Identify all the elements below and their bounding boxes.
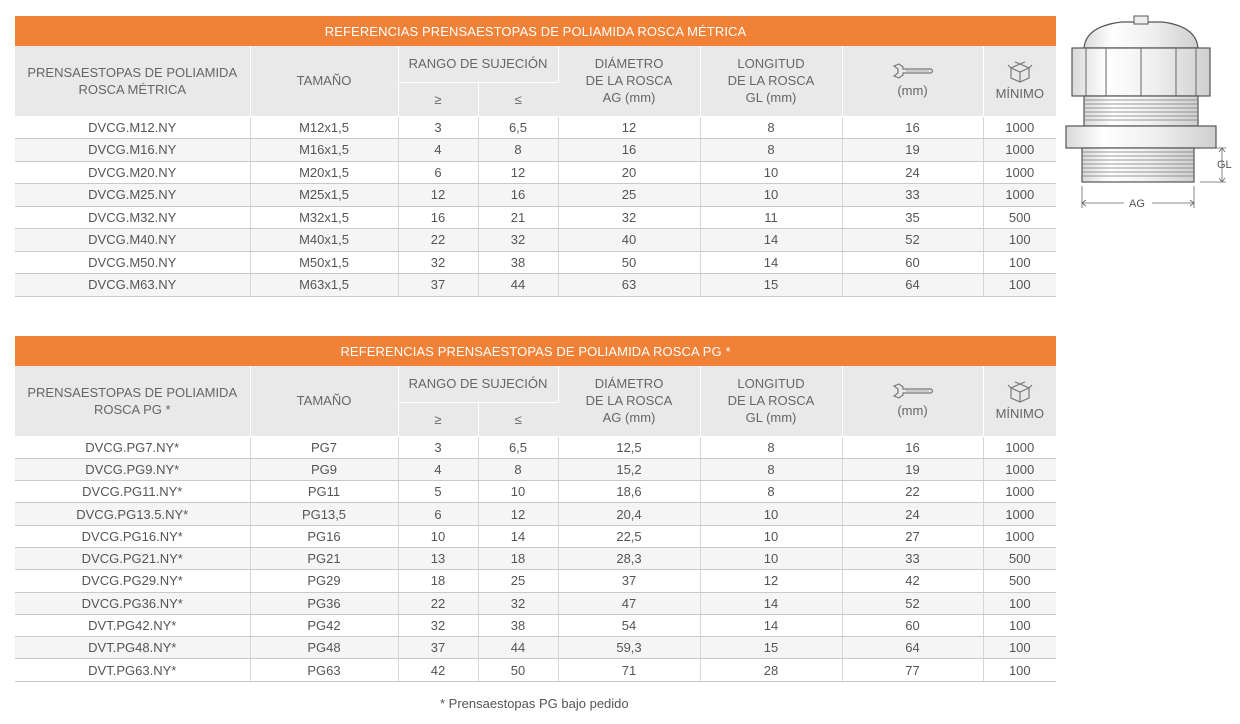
table-cell: 33 (842, 547, 983, 569)
table-cell: 24 (842, 503, 983, 525)
table-cell: 22,5 (558, 525, 700, 547)
table-cell: DVCG.PG29.NY* (15, 570, 250, 592)
table-cell: 15 (700, 637, 842, 659)
table-row (15, 614, 1056, 636)
table-cell: 10 (478, 481, 558, 503)
table-cell: 12 (700, 570, 842, 592)
table-cell: 8 (700, 436, 842, 458)
table-row (15, 161, 1056, 184)
table-cell: 37 (398, 274, 478, 297)
table-cell: 77 (842, 659, 983, 681)
table-cell: PG48 (250, 637, 398, 659)
header-clamp-min: ≥ (398, 82, 478, 116)
table-cell: M25x1,5 (250, 184, 398, 207)
table-cell: 25 (478, 570, 558, 592)
table-cell: 12 (478, 161, 558, 184)
table-cell: 8 (478, 139, 558, 162)
table-cell: 3 (398, 116, 478, 139)
header-wrench: (mm) (842, 46, 983, 116)
table-cell: 52 (842, 592, 983, 614)
table-cell: 59,3 (558, 637, 700, 659)
metric-table-title: REFERENCIAS PRENSAESTOPAS DE POLIAMIDA ROSCA MÉTRICA (15, 16, 1056, 46)
table-cell: 32 (478, 229, 558, 252)
table-cell: DVT.PG63.NY* (15, 659, 250, 681)
table-cell: 50 (558, 251, 700, 274)
table-cell: 10 (700, 161, 842, 184)
header-clamp-range: RANGO DE SUJECIÓN (398, 366, 558, 402)
table-cell: 18 (398, 570, 478, 592)
table-row (15, 592, 1056, 614)
table-cell: 6 (398, 161, 478, 184)
table-cell: 1000 (983, 139, 1056, 162)
header-product: PRENSAESTOPAS DE POLIAMIDA ROSCA MÉTRICA (15, 46, 250, 116)
table-cell: 22 (398, 229, 478, 252)
ag-label: AG (1129, 198, 1145, 210)
table-cell: 12 (478, 503, 558, 525)
wrench-icon (891, 382, 935, 400)
table-cell: 1000 (983, 184, 1056, 207)
table-cell: 52 (842, 229, 983, 252)
table-cell: 10 (700, 503, 842, 525)
table-cell: 35 (842, 206, 983, 229)
table-cell: 28 (700, 659, 842, 681)
table-cell: 4 (398, 458, 478, 480)
table-cell: 44 (478, 637, 558, 659)
table-cell: 10 (700, 184, 842, 207)
table-cell: 47 (558, 592, 700, 614)
cable-gland-diagram (1062, 10, 1240, 215)
table-cell: 1000 (983, 525, 1056, 547)
table-cell: PG21 (250, 547, 398, 569)
table-cell: DVCG.PG36.NY* (15, 592, 250, 614)
table-cell: 4 (398, 139, 478, 162)
table-row (15, 184, 1056, 207)
table-cell: 100 (983, 637, 1056, 659)
header-minimum: MÍNIMO (983, 46, 1056, 116)
table-cell: 64 (842, 274, 983, 297)
pg-table (15, 336, 1056, 682)
table-cell: 500 (983, 547, 1056, 569)
table-cell: 71 (558, 659, 700, 681)
table-cell: 19 (842, 458, 983, 480)
table-cell: 13 (398, 547, 478, 569)
table-row (15, 436, 1056, 458)
pg-table-title: REFERENCIAS PRENSAESTOPAS DE POLIAMIDA ROSCA PG * (15, 336, 1056, 366)
table-cell: 1000 (983, 436, 1056, 458)
table-cell: DVCG.PG16.NY* (15, 525, 250, 547)
table-cell: M40x1,5 (250, 229, 398, 252)
table-cell: 12,5 (558, 436, 700, 458)
table-cell: 100 (983, 274, 1056, 297)
table-cell: PG13,5 (250, 503, 398, 525)
table-row (15, 570, 1056, 592)
table-row (15, 659, 1056, 681)
table-cell: 32 (558, 206, 700, 229)
table-cell: DVT.PG42.NY* (15, 614, 250, 636)
table-cell: DVCG.M63.NY (15, 274, 250, 297)
table-cell: 32 (478, 592, 558, 614)
table-cell: M50x1,5 (250, 251, 398, 274)
table-cell: 100 (983, 614, 1056, 636)
header-clamp-max: ≤ (478, 402, 558, 436)
table-cell: DVCG.M50.NY (15, 251, 250, 274)
table-cell: 16 (478, 184, 558, 207)
table-cell: DVCG.PG11.NY* (15, 481, 250, 503)
table-cell: 42 (398, 659, 478, 681)
header-clamp-range: RANGO DE SUJECIÓN (398, 46, 558, 82)
table-row (15, 458, 1056, 480)
table-cell: 1000 (983, 481, 1056, 503)
table-cell: PG63 (250, 659, 398, 681)
table-cell: 8 (700, 458, 842, 480)
table-cell: DVCG.PG13.5.NY* (15, 503, 250, 525)
header-product: PRENSAESTOPAS DE POLIAMIDA ROSCA PG * (15, 366, 250, 436)
header-thread-diameter: DIÁMETRO DE LA ROSCA AG (mm) (558, 366, 700, 436)
table-cell: 44 (478, 274, 558, 297)
table-cell: 24 (842, 161, 983, 184)
table-cell: DVCG.M12.NY (15, 116, 250, 139)
gl-label: GL (1217, 159, 1232, 171)
table-cell: PG11 (250, 481, 398, 503)
table-cell: 18 (478, 547, 558, 569)
table-cell: 37 (558, 570, 700, 592)
table-cell: DVCG.M20.NY (15, 161, 250, 184)
metric-table (15, 16, 1056, 297)
table-cell: 19 (842, 139, 983, 162)
table-cell: 37 (398, 637, 478, 659)
metric-table-body (15, 116, 1056, 296)
table-cell: PG42 (250, 614, 398, 636)
table-cell: 16 (842, 436, 983, 458)
table-row (15, 206, 1056, 229)
table-cell: 100 (983, 251, 1056, 274)
table-cell: 60 (842, 614, 983, 636)
footnote: * Prensaestopas PG bajo pedido (440, 696, 629, 711)
table-cell: 22 (398, 592, 478, 614)
table-cell: DVCG.PG21.NY* (15, 547, 250, 569)
table-row (15, 251, 1056, 274)
table-cell: 12 (558, 116, 700, 139)
table-cell: M32x1,5 (250, 206, 398, 229)
table-cell: 20 (558, 161, 700, 184)
table-cell: 20,4 (558, 503, 700, 525)
table-cell: 3 (398, 436, 478, 458)
table-cell: 32 (398, 614, 478, 636)
table-cell: 14 (700, 614, 842, 636)
table-row (15, 139, 1056, 162)
table-cell: 22 (842, 481, 983, 503)
table-cell: M63x1,5 (250, 274, 398, 297)
table-cell: PG36 (250, 592, 398, 614)
header-thread-diameter: DIÁMETRO DE LA ROSCA AG (mm) (558, 46, 700, 116)
header-thread-length: LONGITUD DE LA ROSCA GL (mm) (700, 46, 842, 116)
table-cell: M20x1,5 (250, 161, 398, 184)
table-cell: M16x1,5 (250, 139, 398, 162)
table-cell: 15,2 (558, 458, 700, 480)
table-cell: DVCG.M25.NY (15, 184, 250, 207)
table-cell: 6,5 (478, 436, 558, 458)
table-cell: 6,5 (478, 116, 558, 139)
header-minimum: MÍNIMO (983, 366, 1056, 436)
table-cell: 8 (700, 481, 842, 503)
table-row (15, 503, 1056, 525)
table-row (15, 525, 1056, 547)
table-cell: DVCG.M40.NY (15, 229, 250, 252)
table-cell: 21 (478, 206, 558, 229)
table-cell: M12x1,5 (250, 116, 398, 139)
table-row (15, 547, 1056, 569)
table-cell: 14 (700, 251, 842, 274)
table-cell: 16 (842, 116, 983, 139)
table-cell: 100 (983, 229, 1056, 252)
table-cell: PG7 (250, 436, 398, 458)
table-cell: 10 (700, 525, 842, 547)
table-cell: 54 (558, 614, 700, 636)
table-cell: 18,6 (558, 481, 700, 503)
table-cell: 11 (700, 206, 842, 229)
table-cell: 10 (398, 525, 478, 547)
table-cell: 1000 (983, 503, 1056, 525)
table-cell: 60 (842, 251, 983, 274)
box-icon (1007, 59, 1033, 83)
table-row (15, 481, 1056, 503)
wrench-icon (891, 62, 935, 80)
table-cell: DVCG.PG7.NY* (15, 436, 250, 458)
header-wrench: (mm) (842, 366, 983, 436)
table-row (15, 229, 1056, 252)
table-cell: 8 (700, 116, 842, 139)
table-cell: 1000 (983, 458, 1056, 480)
table-row (15, 274, 1056, 297)
header-thread-length: LONGITUD DE LA ROSCA GL (mm) (700, 366, 842, 436)
table-cell: 8 (478, 458, 558, 480)
table-cell: 100 (983, 592, 1056, 614)
table-cell: 16 (558, 139, 700, 162)
table-cell: 6 (398, 503, 478, 525)
table-cell: 16 (398, 206, 478, 229)
table-cell: 50 (478, 659, 558, 681)
table-row (15, 637, 1056, 659)
table-cell: 1000 (983, 161, 1056, 184)
header-clamp-min: ≥ (398, 402, 478, 436)
table-cell: DVT.PG48.NY* (15, 637, 250, 659)
table-cell: 28,3 (558, 547, 700, 569)
table-cell: 14 (700, 592, 842, 614)
table-cell: 10 (700, 547, 842, 569)
header-size: TAMAÑO (250, 366, 398, 436)
table-cell: 12 (398, 184, 478, 207)
table-cell: 33 (842, 184, 983, 207)
table-cell: PG9 (250, 458, 398, 480)
table-cell: 15 (700, 274, 842, 297)
table-cell: 25 (558, 184, 700, 207)
table-cell: 64 (842, 637, 983, 659)
table-cell: 14 (700, 229, 842, 252)
table-cell: 1000 (983, 116, 1056, 139)
table-cell: 38 (478, 614, 558, 636)
table-cell: 40 (558, 229, 700, 252)
header-clamp-max: ≤ (478, 82, 558, 116)
table-cell: 8 (700, 139, 842, 162)
header-size: TAMAÑO (250, 46, 398, 116)
table-cell: 38 (478, 251, 558, 274)
pg-table-body (15, 436, 1056, 681)
box-icon (1007, 379, 1033, 403)
table-cell: 63 (558, 274, 700, 297)
table-row (15, 116, 1056, 139)
table-cell: DVCG.M16.NY (15, 139, 250, 162)
table-cell: DVCG.PG9.NY* (15, 458, 250, 480)
table-cell: PG16 (250, 525, 398, 547)
table-cell: PG29 (250, 570, 398, 592)
table-cell: 100 (983, 659, 1056, 681)
table-cell: 14 (478, 525, 558, 547)
table-cell: 27 (842, 525, 983, 547)
table-cell: 32 (398, 251, 478, 274)
table-cell: DVCG.M32.NY (15, 206, 250, 229)
table-cell: 500 (983, 206, 1056, 229)
table-cell: 5 (398, 481, 478, 503)
table-cell: 42 (842, 570, 983, 592)
table-cell: 500 (983, 570, 1056, 592)
